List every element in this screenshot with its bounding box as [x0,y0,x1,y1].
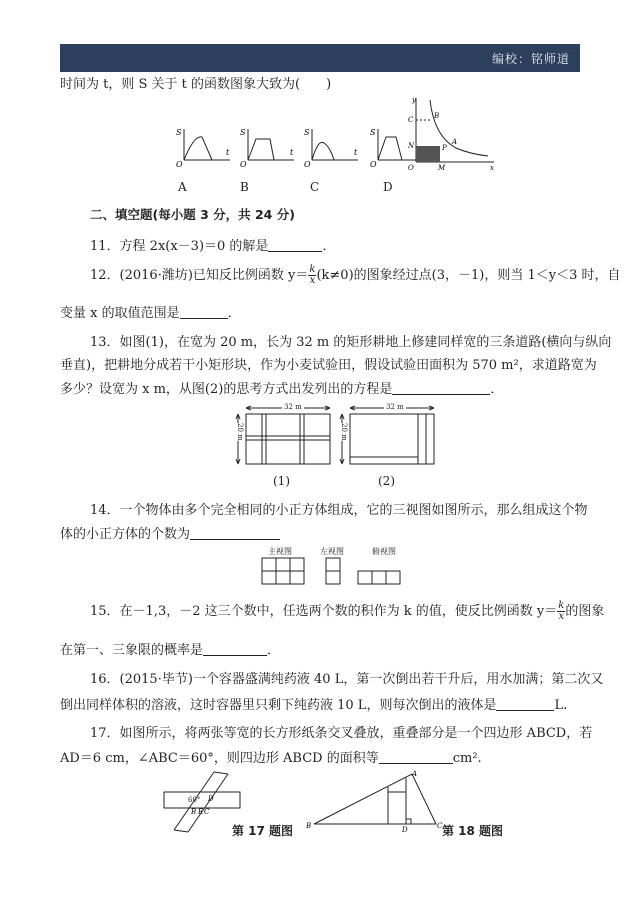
svg-text:O: O [304,160,311,169]
q14-line1: 14．一个物体由多个完全相同的小正方体组成，它的三视图如图所示，那么组成这个物 [90,503,588,518]
q15-line2: 在第一、三象限的概率是 ． [60,643,281,658]
q13-figure-2 [338,402,438,468]
svg-text:P: P [442,144,447,152]
q11-text: 11．方程 2x(x－3)＝0 的解是 [90,239,269,254]
q13-line1: 13．如图(1)，在宽为 20 m，长为 32 m 的矩形耕地上修建同样宽的三条道路(横向与纵向 [90,335,612,350]
q13-line3: 多少？设宽为 x m，从图(2)的思考方式出发列出的方程是 ． [60,382,504,397]
section-title: 二、填空题(每小题 3 分，共 24 分) [90,207,295,222]
svg-text:C: C [204,808,210,816]
q15: 15．在－1,3，－2 这三个数中，任选两个数的积作为 k 的值，使反比例函数 y＝ $\frac{k}{x}$ 的图象 [90,600,605,622]
svg-text:S: S [240,128,246,137]
q17-caption: 第 17 题图 [232,824,294,838]
q18-caption: 第 18 题图 [442,824,504,838]
q10-graph-b [236,125,296,169]
svg-text:O: O [176,160,183,169]
q15-answer-blank[interactable] [203,643,267,656]
svg-text:B: B [434,112,440,120]
svg-text:B: B [191,808,197,816]
svg-text:D: D [208,795,214,803]
svg-text:O: O [370,160,377,169]
q10-option-d: D [383,180,393,194]
q16-answer-blank[interactable] [496,698,554,711]
svg-text:O: O [240,160,247,169]
q17-line1: 17．如图所示，将两张等宽的长方形纸条交叉叠放，重叠部分是一个四边形 ABCD，若 [90,726,593,741]
q13-fig1-width-label: 32 m [284,403,302,411]
q13-answer-blank[interactable] [392,382,490,395]
q17-line2: AD＝6 cm，∠ABC＝60°，则四边形 ABCD 的面积等 cm². [60,751,482,766]
q14-answer-blank[interactable] [190,527,280,540]
q16-line2: 倒出同样体积的溶液，这时容器里只剩下纯药液 10 L，则每次倒出的液体是 L. [60,698,568,713]
q11-answer-blank[interactable] [268,239,322,252]
svg-text:t: t [354,148,358,157]
header-bar [60,44,580,72]
q10-option-c: C [310,180,320,194]
q14-top-view [358,571,406,587]
q13-fig1-height-label: 20 m [236,423,244,441]
q10-hyperbola-figure [404,96,499,176]
svg-text:E: E [198,808,204,816]
svg-text:C: C [437,822,443,830]
q10-graph-c [300,125,360,169]
svg-text:A: A [452,138,458,146]
q12-line2: 变量 x 的取值范围是 ． [60,306,241,321]
q10-option-b: B [240,180,249,194]
svg-text:S: S [304,128,310,137]
q14-side-view-label: 左视图 [320,547,344,556]
svg-text:x: x [490,164,494,172]
q15-fraction: $\frac{k}{x}$ [558,600,565,622]
q17-answer-blank[interactable] [379,751,453,764]
editor-credit: 编校：铭师道 [491,52,570,66]
svg-text:D: D [402,826,408,834]
q10-graph-a [172,125,232,169]
svg-text:y: y [412,96,416,104]
q13-figure-1 [234,402,334,468]
q11: 11．方程 2x(x－3)＝0 的解是 ． [90,239,336,254]
q13-line2: 垂直)，把耕地分成若干小矩形块，作为小麦试验田，假设试验田面积为 570 m²，求道路宽为 [60,358,597,373]
svg-text:t: t [226,148,230,157]
q13-fig2-height-label: 20 m [340,423,348,441]
svg-text:N: N [408,142,415,150]
svg-text:t: t [290,148,294,157]
svg-text:C: C [408,116,414,124]
q14-front-view [262,558,308,588]
q12-fraction: $\frac{k}{x}$ [309,264,316,286]
q18-triangle-figure [306,770,446,832]
q14-side-view [326,558,344,588]
q13-caption-2: (2) [378,474,395,488]
q12: 12．(2016·潍坊)已知反比例函数 y＝ $\frac{k}{x}$ (k≠0)的图象经过点(3，－1)，则当 1＜y＜3 时，自 [90,264,621,286]
q10-option-a: A [178,180,187,194]
q10-stem: 时间为 t，则 S 关于 t 的函数图象大致为( ) [60,77,332,92]
q14-top-view-label: 俯视图 [372,547,396,556]
q12-text: 12．(2016·潍坊)已知反比例函数 y＝ [90,268,309,283]
q13-fig2-width-label: 32 m [386,403,404,411]
q17-angle-label: 60° [188,796,201,804]
svg-text:S: S [370,128,376,137]
svg-text:M: M [438,164,446,172]
q14-line2: 体的小正方体的个数为 [60,523,280,542]
q16-line1: 16．(2015·毕节)一个容器盛满纯药液 40 L，第一次倒出若干升后，用水加满；第二次又 [90,672,604,687]
svg-text:O: O [408,164,414,172]
q14-front-view-label: 主视图 [268,547,292,556]
svg-text:B: B [306,822,312,830]
svg-text:A: A [412,770,418,778]
svg-text:S: S [176,128,182,137]
q15-text: 15．在－1,3，－2 这三个数中，任选两个数的积作为 k 的值，使反比例函数 y＝ [90,604,558,619]
q13-caption-1: (1) [273,474,290,488]
q12-answer-blank[interactable] [180,306,228,319]
